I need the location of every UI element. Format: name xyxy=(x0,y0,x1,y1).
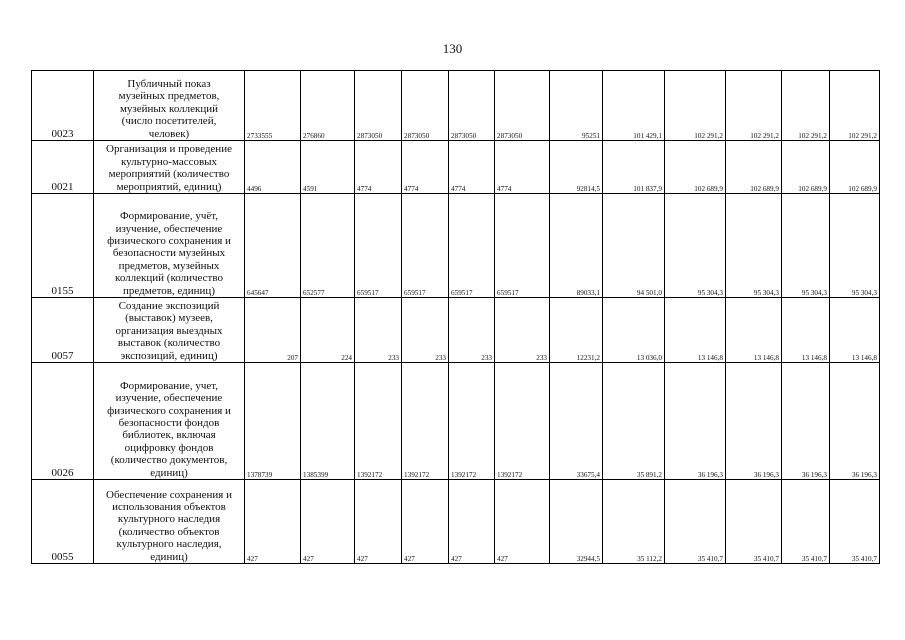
table-row xyxy=(32,71,880,141)
service-description: Публичный показ музейных предметов, музейных коллекций (число посетителей, человек) xyxy=(94,71,245,141)
value-cell: 2873050 xyxy=(402,71,449,141)
service-code: 0055 xyxy=(32,480,94,564)
value-cell: 32944,5 xyxy=(550,480,603,564)
value-cell: 13 146,8 xyxy=(726,298,782,363)
table-row xyxy=(32,480,880,564)
value-cell: 276860 xyxy=(301,71,355,141)
value-cell: 94 501,0 xyxy=(603,194,665,298)
value-cell: 427 xyxy=(495,480,550,564)
value-cell: 427 xyxy=(402,480,449,564)
service-description: Обеспечение сохранения и использования объектов культурного наследия (количество объектов культурного наследия, единиц) xyxy=(94,480,245,564)
service-code: 0026 xyxy=(32,363,94,480)
value-cell: 4496 xyxy=(245,141,301,194)
value-cell: 95 304,3 xyxy=(726,194,782,298)
value-cell: 13 146,8 xyxy=(830,298,880,363)
service-code: 0057 xyxy=(32,298,94,363)
value-cell: 427 xyxy=(245,480,301,564)
value-cell: 2733555 xyxy=(245,71,301,141)
service-code: 0021 xyxy=(32,141,94,194)
value-cell: 233 xyxy=(355,298,402,363)
value-cell: 35 410,7 xyxy=(782,480,830,564)
page-number: 130 xyxy=(442,41,463,56)
value-cell: 652577 xyxy=(301,194,355,298)
service-description: Создание экспозиций (выставок) музеев, организация выездных выставок (количество экспозиций, единиц) xyxy=(94,298,245,363)
value-cell: 1378739 xyxy=(245,363,301,480)
service-code: 0023 xyxy=(32,71,94,141)
value-cell: 102 689,9 xyxy=(665,141,726,194)
value-cell: 659517 xyxy=(402,194,449,298)
value-cell: 4774 xyxy=(355,141,402,194)
value-cell: 1392172 xyxy=(355,363,402,480)
value-cell: 36 196,3 xyxy=(830,363,880,480)
value-cell: 659517 xyxy=(355,194,402,298)
service-description: Формирование, учет, изучение, обеспечение физического сохранения и безопасности фондов библиотек, включая оцифровку фондов (количество документов, единиц) xyxy=(94,363,245,480)
value-cell: 36 196,3 xyxy=(782,363,830,480)
value-cell: 102 291,2 xyxy=(782,71,830,141)
value-cell: 95 304,3 xyxy=(830,194,880,298)
table-row xyxy=(32,298,880,363)
value-cell: 4774 xyxy=(402,141,449,194)
indicators-table xyxy=(31,70,880,564)
value-cell: 1392172 xyxy=(495,363,550,480)
value-cell: 102 689,9 xyxy=(782,141,830,194)
value-cell: 102 291,2 xyxy=(726,71,782,141)
value-cell: 2873050 xyxy=(449,71,495,141)
table-body xyxy=(32,71,880,564)
value-cell: 89033,1 xyxy=(550,194,603,298)
value-cell: 13 146,8 xyxy=(782,298,830,363)
value-cell: 95 304,3 xyxy=(782,194,830,298)
value-cell: 36 196,3 xyxy=(665,363,726,480)
value-cell: 95 304,3 xyxy=(665,194,726,298)
value-cell: 427 xyxy=(449,480,495,564)
value-cell: 13 146,8 xyxy=(665,298,726,363)
value-cell: 659517 xyxy=(495,194,550,298)
value-cell: 1385399 xyxy=(301,363,355,480)
table-row xyxy=(32,194,880,298)
value-cell: 12231,2 xyxy=(550,298,603,363)
table-row xyxy=(32,363,880,480)
service-code: 0155 xyxy=(32,194,94,298)
value-cell: 224 xyxy=(301,298,355,363)
value-cell: 13 036,0 xyxy=(603,298,665,363)
value-cell: 4591 xyxy=(301,141,355,194)
value-cell: 1392172 xyxy=(449,363,495,480)
value-cell: 233 xyxy=(495,298,550,363)
value-cell: 4774 xyxy=(495,141,550,194)
value-cell: 2873050 xyxy=(495,71,550,141)
value-cell: 101 429,1 xyxy=(603,71,665,141)
value-cell: 101 837,9 xyxy=(603,141,665,194)
service-description: Формирование, учёт, изучение, обеспечение физического сохранения и безопасности музейных предметов, музейных коллекций (количество предметов, единиц) xyxy=(94,194,245,298)
value-cell: 36 196,3 xyxy=(726,363,782,480)
value-cell: 2873050 xyxy=(355,71,402,141)
value-cell: 645647 xyxy=(245,194,301,298)
value-cell: 35 410,7 xyxy=(665,480,726,564)
value-cell: 102 689,9 xyxy=(726,141,782,194)
service-description: Организация и проведение культурно-массовых мероприятий (количество мероприятий, единиц) xyxy=(94,141,245,194)
value-cell: 102 291,2 xyxy=(665,71,726,141)
value-cell: 35 112,2 xyxy=(603,480,665,564)
value-cell: 427 xyxy=(355,480,402,564)
value-cell: 33675,4 xyxy=(550,363,603,480)
value-cell: 659517 xyxy=(449,194,495,298)
value-cell: 233 xyxy=(449,298,495,363)
value-cell: 35 891,2 xyxy=(603,363,665,480)
value-cell: 4774 xyxy=(449,141,495,194)
value-cell: 233 xyxy=(402,298,449,363)
value-cell: 35 410,7 xyxy=(726,480,782,564)
value-cell: 427 xyxy=(301,480,355,564)
value-cell: 92814,5 xyxy=(550,141,603,194)
value-cell: 102 291,2 xyxy=(830,71,880,141)
value-cell: 1392172 xyxy=(402,363,449,480)
value-cell: 102 689,9 xyxy=(830,141,880,194)
value-cell: 95251 xyxy=(550,71,603,141)
table-row xyxy=(32,141,880,194)
value-cell: 35 410,7 xyxy=(830,480,880,564)
value-cell: 207 xyxy=(245,298,301,363)
